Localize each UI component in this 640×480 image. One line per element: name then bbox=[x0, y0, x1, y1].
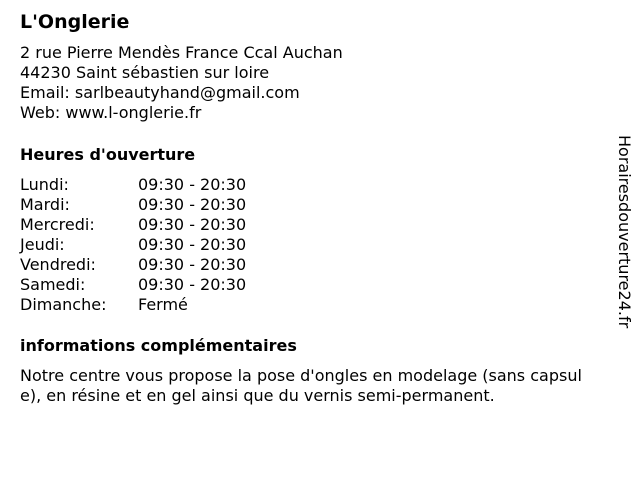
address-city: 44230 Saint sébastien sur loire bbox=[20, 63, 270, 82]
address-street: 2 rue Pierre Mendès France Ccal Auchan bbox=[20, 43, 343, 62]
hours-day: Dimanche: bbox=[20, 295, 107, 314]
business-name: L'Onglerie bbox=[20, 11, 130, 33]
hours-row-mercredi bbox=[20, 215, 610, 235]
hours-row-dimanche bbox=[20, 295, 610, 315]
contact-block bbox=[20, 43, 610, 123]
hours-heading: Heures d'ouverture bbox=[20, 145, 196, 164]
hours-day: Mardi: bbox=[20, 195, 70, 214]
info-text: Notre centre vous propose la pose d'ongles en modelage (sans capsule), en résine et en gel ainsi que du vernis semi-permanent. bbox=[20, 366, 582, 405]
hours-row-vendredi bbox=[20, 255, 610, 275]
hours-time: 09:30 - 20:30 bbox=[138, 235, 247, 254]
web-line: Web: www.l-onglerie.fr bbox=[20, 103, 202, 122]
hours-time: 09:30 - 20:30 bbox=[138, 215, 247, 234]
business-card bbox=[20, 10, 610, 422]
info-heading: informations complémentaires bbox=[20, 336, 297, 355]
hours-table bbox=[20, 175, 610, 315]
hours-time: 09:30 - 20:30 bbox=[138, 175, 247, 194]
hours-day: Jeudi: bbox=[20, 235, 65, 254]
hours-time: Fermé bbox=[138, 295, 188, 314]
hours-row-mardi bbox=[20, 195, 610, 215]
hours-day: Lundi: bbox=[20, 175, 69, 194]
email-line: Email: sarlbeautyhand@gmail.com bbox=[20, 83, 300, 102]
hours-time: 09:30 - 20:30 bbox=[138, 275, 247, 294]
hours-day: Samedi: bbox=[20, 275, 86, 294]
hours-row-jeudi bbox=[20, 235, 610, 255]
hours-time: 09:30 - 20:30 bbox=[138, 195, 247, 214]
hours-row-samedi bbox=[20, 275, 610, 295]
hours-day: Vendredi: bbox=[20, 255, 96, 274]
hours-time: 09:30 - 20:30 bbox=[138, 255, 247, 274]
watermark-text: Horairesdouverture24.fr bbox=[615, 135, 634, 329]
hours-row-lundi bbox=[20, 175, 610, 195]
hours-day: Mercredi: bbox=[20, 215, 95, 234]
